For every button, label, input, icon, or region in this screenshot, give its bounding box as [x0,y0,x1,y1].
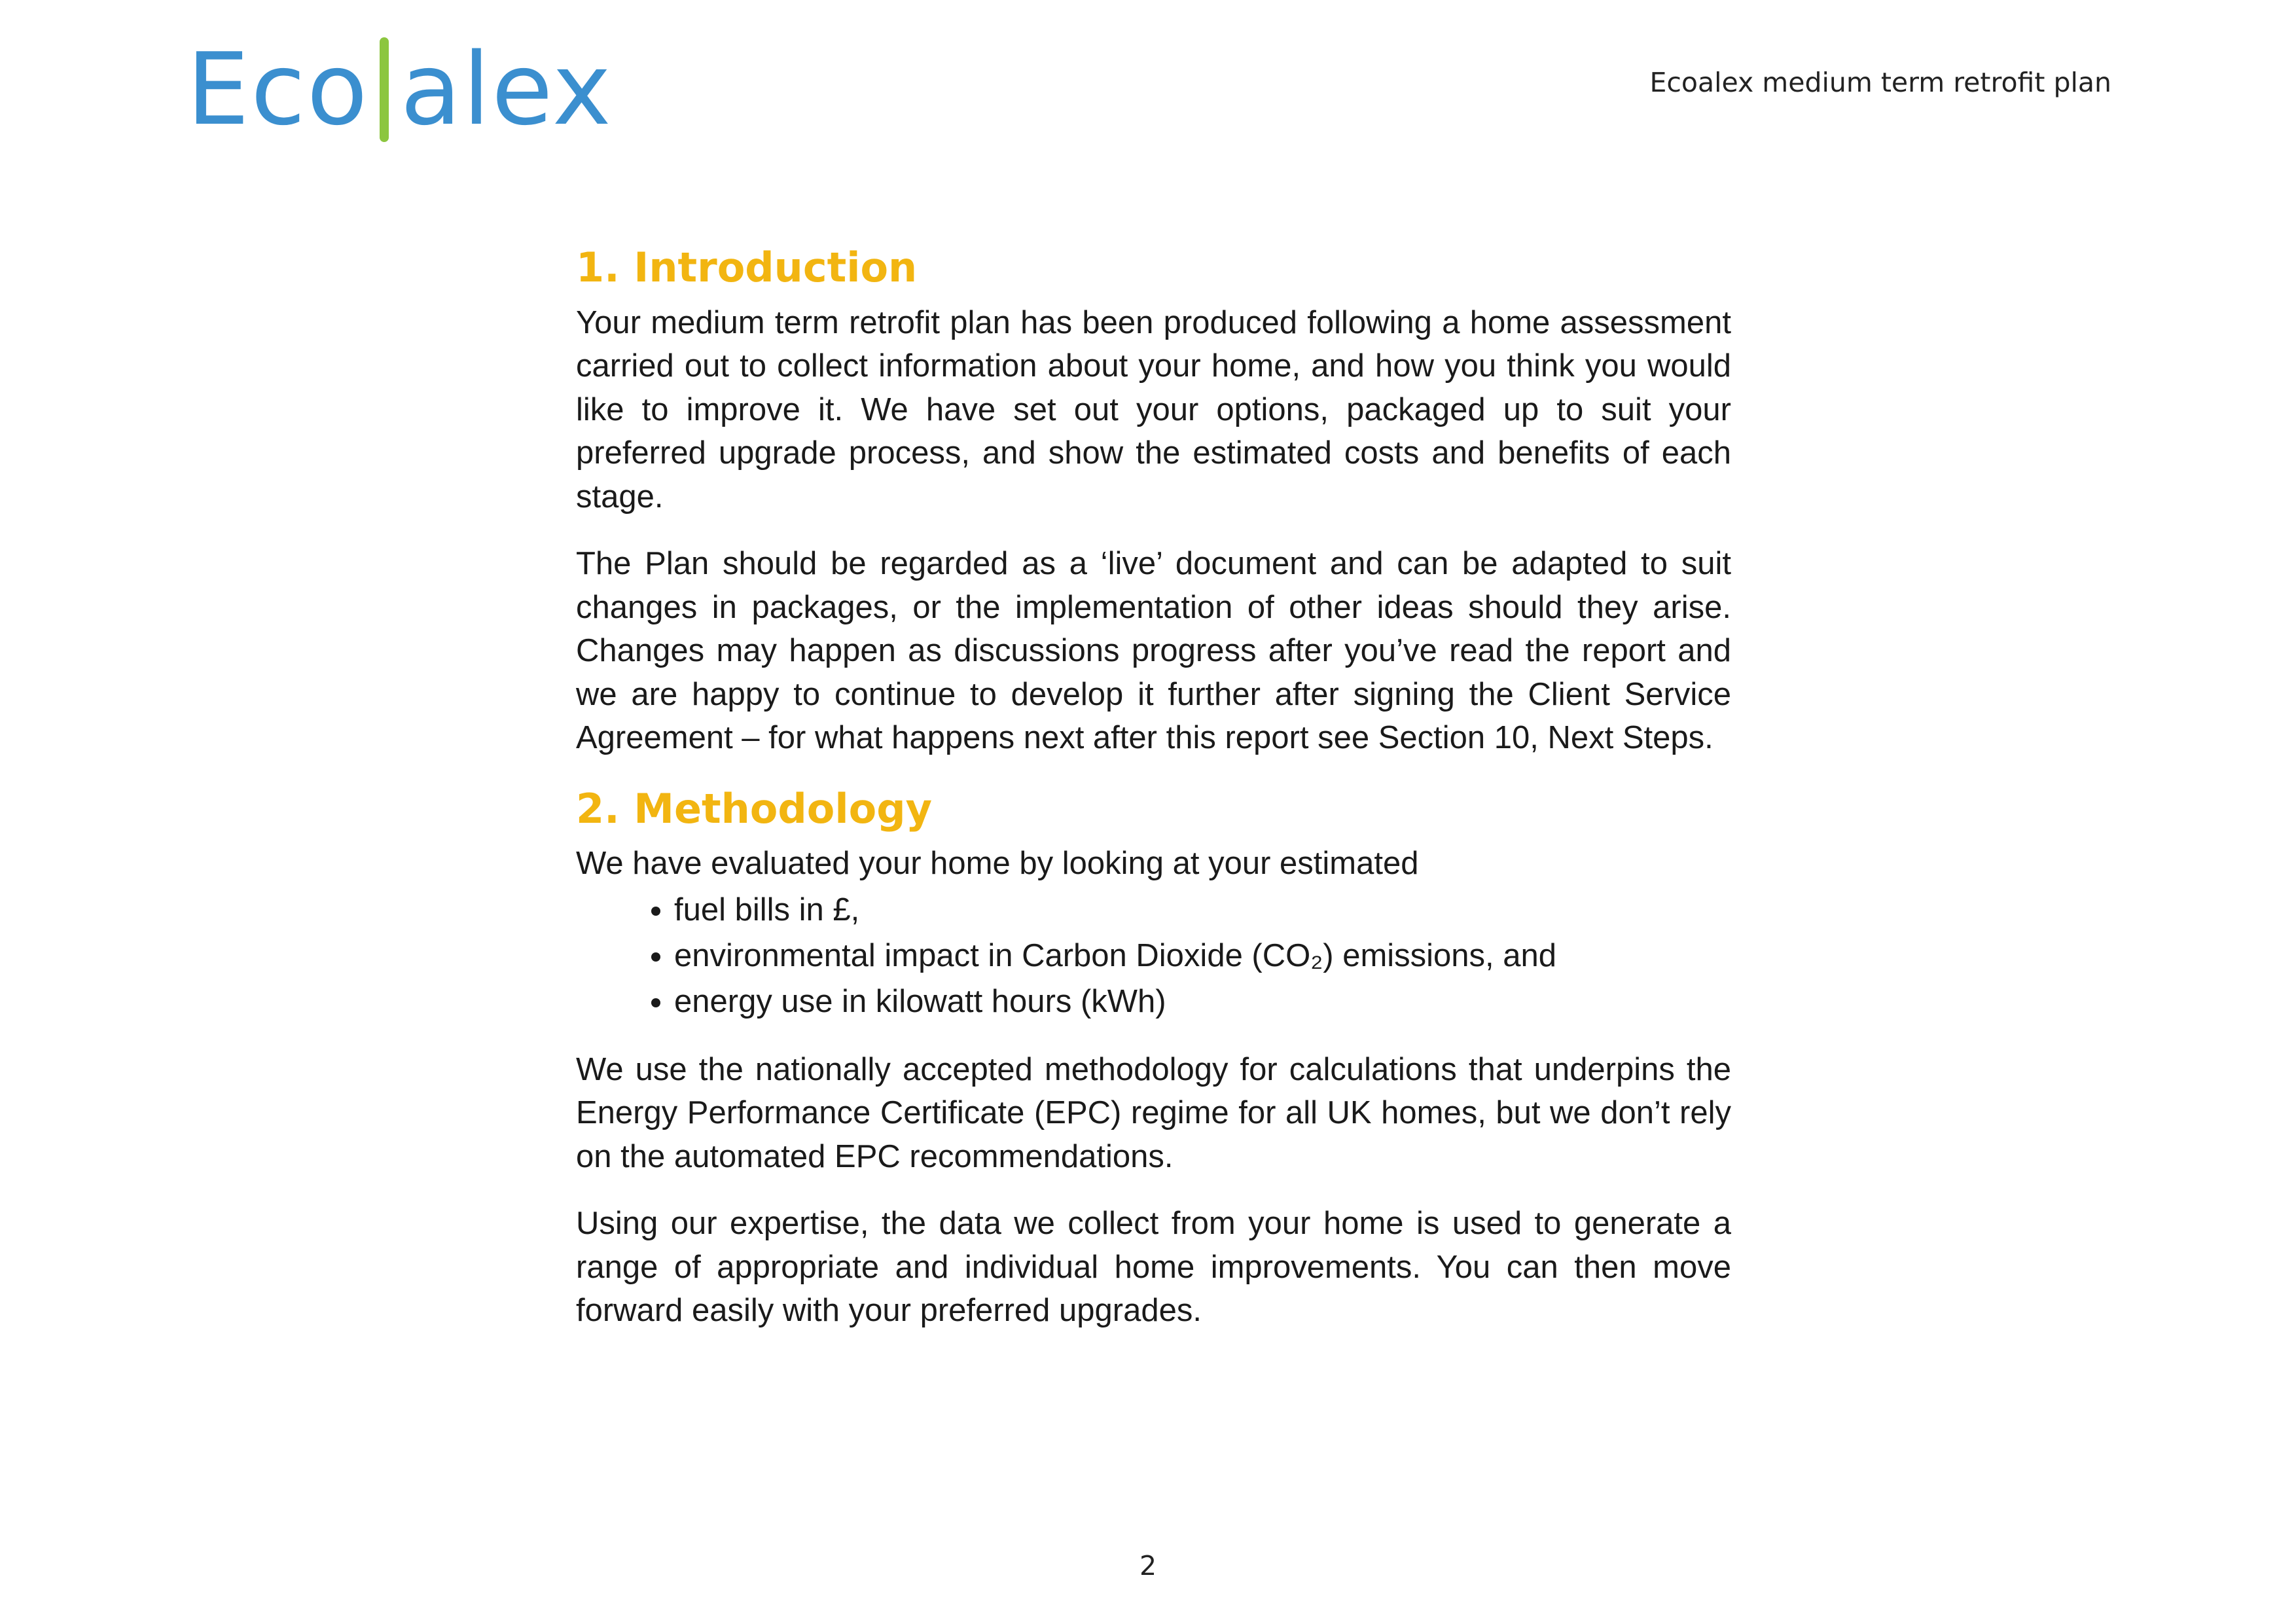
page-number: 2 [1139,1550,1157,1581]
list-item: • fuel bills in £, [674,887,1731,933]
logo-divider [380,37,389,142]
intro-paragraph-2: The Plan should be regarded as a ‘live’ document and can be adapted to suit changes in packages, or the implementation of other ideas should they arise. Changes may happen as discussions progress after you’ve read the report and we are happy to continue to develop it further after signing the Client Service Agreement – for what happens next after this report see Section 10, Next Steps. [576,546,1731,755]
section-heading-methodology: 2. Methodology [576,784,933,833]
logo-text-alex: alex [400,31,613,147]
methodology-paragraph-2: Using our expertise, the data we collect from your home is used to generate a range of appropriate and individual home improvements. You can then move forward easily with your preferred upgrades. [576,1206,1731,1328]
list-item: • environmental impact in Carbon Dioxide (CO₂) emissions, and [674,933,1731,979]
methodology-paragraph-1: We use the nationally accepted methodology for calculations that underpins the Energy Performance Certificate (EPC) regime for all UK homes, but we don’t rely on the automated EPC recommendations. [576,1051,1731,1174]
list-item: • energy use in kilowatt hours (kWh) [674,979,1731,1024]
document-body [576,242,1731,1356]
company-logo [187,31,613,147]
methodology-bullet-list [576,887,1731,1024]
intro-paragraph-1: Your medium term retrofit plan has been produced following a home assessment carried out to collect information about your home, and how you think you would like to improve it. We have set out your options, packaged up to suit your preferred upgrade process, and show the estimated costs and benefits of each stage. [576,304,1731,514]
document-header-title: Ecoalex medium term retrofit plan [1649,67,2111,98]
logo-text-eco: Eco [187,31,369,147]
section-heading-introduction: 1. Introduction [576,244,918,291]
methodology-lead: We have evaluated your home by looking at your estimated [576,846,1419,881]
